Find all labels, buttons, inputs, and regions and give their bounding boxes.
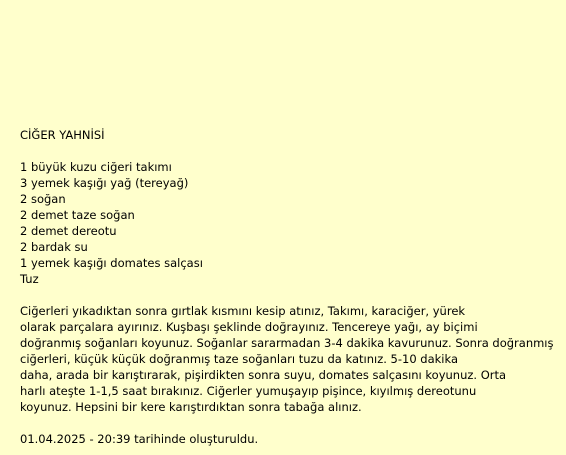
ingredient-item: 2 demet dereotu [20, 224, 117, 238]
instruction-line: daha, arada bir karıştırarak, pişirdikten sonra suyu, domates salçasını koyunuz. Orta [20, 368, 507, 382]
instruction-line: koyunuz. Hepsini bir kere karıştırdıktan sonra tabağa alınız. [20, 400, 362, 414]
instruction-line: olarak parçalara ayırınız. Kuşbaşı şeklinde doğrayınız. Tencereye yağı, ay biçimi [20, 320, 478, 334]
instructions-paragraph [20, 303, 555, 415]
instruction-line: Ciğerleri yıkadıktan sonra gırtlak kısmını kesip atınız, Takımı, karaciğer, yürek [20, 304, 466, 318]
ingredient-item: 2 demet taze soğan [20, 208, 135, 222]
ingredient-item: Tuz [20, 272, 39, 286]
recipe-title: CİĞER YAHNİSİ [20, 128, 105, 142]
recipe-document [20, 127, 555, 447]
ingredient-item: 2 soğan [20, 192, 66, 206]
ingredient-list [20, 159, 555, 287]
ingredient-item: 2 bardak su [20, 240, 88, 254]
ingredient-item: 1 büyük kuzu ciğeri takımı [20, 160, 172, 174]
instruction-line: doğranmış soğanları koyunuz. Soğanlar sararmadan 3-4 dakika kavurunuz. Sonra doğranmış [20, 336, 554, 350]
created-timestamp: 01.04.2025 - 20:39 tarihinde oluşturuldu. [20, 432, 259, 446]
ingredient-item: 1 yemek kaşığı domates salçası [20, 256, 203, 270]
ingredient-item: 3 yemek kaşığı yağ (tereyağ) [20, 176, 189, 190]
instruction-line: harlı ateşte 1-1,5 saat bırakınız. Ciğerler yumuşayıp pişince, kıyılmış dereotunu [20, 384, 477, 398]
instruction-line: ciğerleri, küçük küçük doğranmış taze soğanları tuzu da katınız. 5-10 dakika [20, 352, 458, 366]
